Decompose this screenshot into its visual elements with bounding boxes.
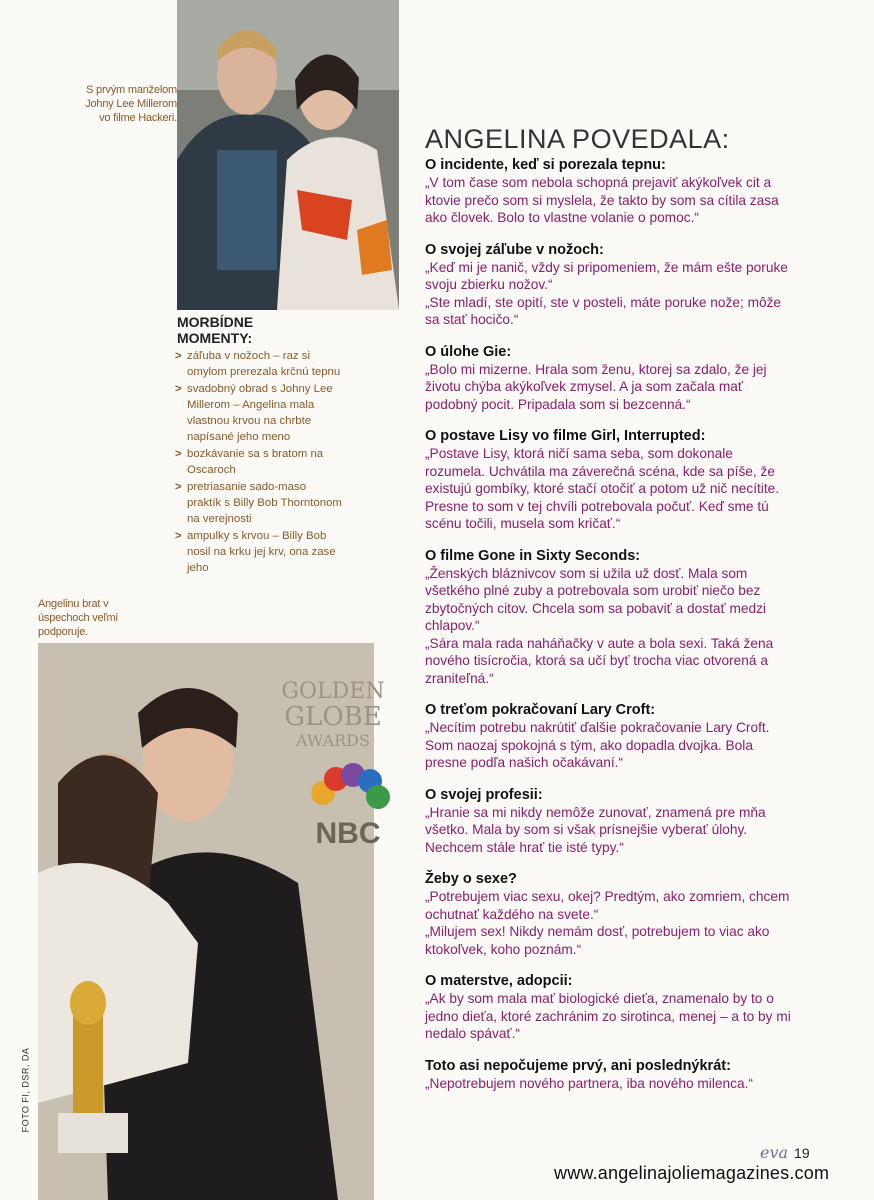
answer-quote: „Keď mi je nanič, vždy si pripomeniem, že mám ešte poruke svoju zbierku nožov.“	[425, 259, 788, 292]
bullet-icon: >	[175, 530, 182, 542]
question-heading: O úlohe Gie:	[425, 343, 512, 360]
answer-quote: „Ak by som mala mať biologické dieťa, znamenalo by to o jedno dieťa, ktoré zachránim zo sirotinca, menej – a to by mi nedalo spávať.“	[425, 991, 791, 1041]
photo-golden-globes	[38, 643, 385, 1200]
question-heading: O svojej záľube v nožoch:	[425, 241, 604, 258]
answer-quote: „V tom čase som nebola schopná prejaviť akýkoľvek cit a ktovie prečo som si myslela, že takto by som sa cítila zasa ako človek. Bolo to vlastne volanie o pomoc.“	[425, 175, 779, 225]
page-footer	[760, 1143, 810, 1162]
magazine-logo: eva	[760, 1143, 789, 1162]
photo-caption-top: S prvým manželom Johny Lee Millerom vo filme Hackeri.	[85, 84, 177, 124]
question-heading: O treťom pokračovaní Lary Croft:	[425, 702, 656, 718]
question-heading: O incidente, keď si porezala tepnu:	[425, 157, 666, 173]
sidebar-list	[175, 348, 343, 577]
bullet-icon: >	[175, 448, 182, 460]
qa-list	[425, 156, 795, 1092]
answer-quote: „Bolo mi mizerne. Hrala som ženu, ktorej sa zdalo, že jej životu chýba akýkoľvek zmysel. A ja som začala mať podobný pocit. Pripadala som si bezcenná.“	[425, 361, 767, 412]
sidebar-title: MORBÍDNE MOMENTY:	[177, 314, 254, 346]
qa-section	[425, 786, 795, 857]
qa-section	[425, 343, 795, 414]
question-heading: O svojej profesii:	[425, 786, 543, 803]
answer-quote: „Postave Lisy, ktorá ničí sama seba, som dokonale rozumela. Uchvátila ma záverečná scéna, kde sa píše, že existujú gombíky, ktoré stačí otočiť a potom už nič necítite. Presne to som v tej chvíli potrebovala počuť. Keď sme tú scénu točili, musela som kričať.“	[425, 446, 780, 531]
qa-section	[425, 241, 795, 329]
backdrop-text: GLOBE	[284, 702, 382, 732]
list-item: > svadobný obrad s Johny Lee Millerom – Angelina mala vlastnou krvou na chrbte napísané jeho meno	[175, 383, 333, 443]
qa-section	[425, 972, 795, 1043]
answer-quote: „Milujem sex! Nikdy nemám dosť, potrebujem to viac ako ktokoľvek, koho poznám.“	[425, 924, 770, 957]
list-item: > ampulky s krvou – Billy Bob nosil na krku jej krv, ona zase jeho	[175, 530, 336, 574]
backdrop-text: NBC	[315, 817, 381, 850]
photo-hackers	[177, 0, 399, 310]
qa-section	[425, 156, 795, 227]
answer-quote: „Ste mladí, ste opití, ste v posteli, máte poruke nože; môže sa stať hocičo.“	[425, 294, 782, 327]
answer-quote: „Nepotrebujem nového partnera, iba nového milenca.“	[425, 1075, 753, 1091]
qa-section	[425, 427, 795, 533]
question-heading: Žeby o sexe?	[425, 871, 517, 887]
bullet-icon: >	[175, 383, 182, 395]
website-link[interactable]: www.angelinajoliemagazines.com	[554, 1163, 830, 1183]
question-heading: O postave Lisy vo filme Girl, Interrupted:	[425, 428, 706, 444]
answer-quote: „Ženských bláznivcov som si užila už dosť. Mala som všetkého plné zuby a potrebovala som urobiť niečo bez zbytočných citov. Chcela som sa pobaviť a dostať medzi chlapov.“	[425, 565, 766, 633]
question-heading: O materstve, adopcii:	[425, 973, 573, 989]
qa-section	[425, 547, 795, 688]
article-body	[425, 124, 795, 1106]
list-item: > pretriasanie sado-maso praktík s Billy Bob Thorntonom na verejnosti	[175, 481, 342, 525]
page-number: 19	[794, 1145, 810, 1161]
answer-quote: „Sára mala rada naháňačky v aute a bola sexi. Taká žena nového tisícročia, ktorá sa učí byť trocha viac otvorená a zraniteľná.“	[425, 635, 774, 686]
question-heading: O filme Gone in Sixty Seconds:	[425, 547, 641, 564]
article-title: ANGELINA POVEDALA:	[425, 124, 730, 154]
bullet-icon: >	[175, 481, 182, 493]
question-heading: Toto asi nepočujeme prvý, ani poslednýkrát:	[425, 1057, 731, 1074]
answer-quote: „Necítim potrebu nakrútiť ďalšie pokračovanie Lary Croft. Som naozaj spokojná s tým, ako dopadla dvojka. Bola presne podľa našich očakávaní.“	[425, 720, 770, 770]
list-item: > záľuba v nožoch – raz si omylom prerezala krčnú tepnu	[175, 350, 341, 378]
qa-section	[425, 870, 795, 958]
qa-section	[425, 1057, 795, 1093]
bullet-icon: >	[175, 350, 182, 362]
backdrop-text: GOLDEN	[281, 679, 385, 704]
photo-credit: FOTO FI, DSR, DA	[20, 1047, 31, 1133]
photo-caption-bottom: Angelinu brat v úspechoch veľmi podporuje.	[38, 598, 118, 638]
list-item: > bozkávanie sa s bratom na Oscaroch	[175, 448, 324, 476]
answer-quote: „Hranie sa mi nikdy nemôže zunovať, znamená pre mňa všetko. Mala by som si však prísnejšie vyberať úlohy. Nechcem stále hrať tie isté typy.“	[425, 804, 766, 855]
backdrop-text: AWARDS	[296, 731, 370, 750]
answer-quote: „Potrebujem viac sexu, okej? Predtým, ako zomriem, chcem ochutnať každého na svete.“	[425, 889, 790, 922]
qa-section	[425, 701, 795, 772]
